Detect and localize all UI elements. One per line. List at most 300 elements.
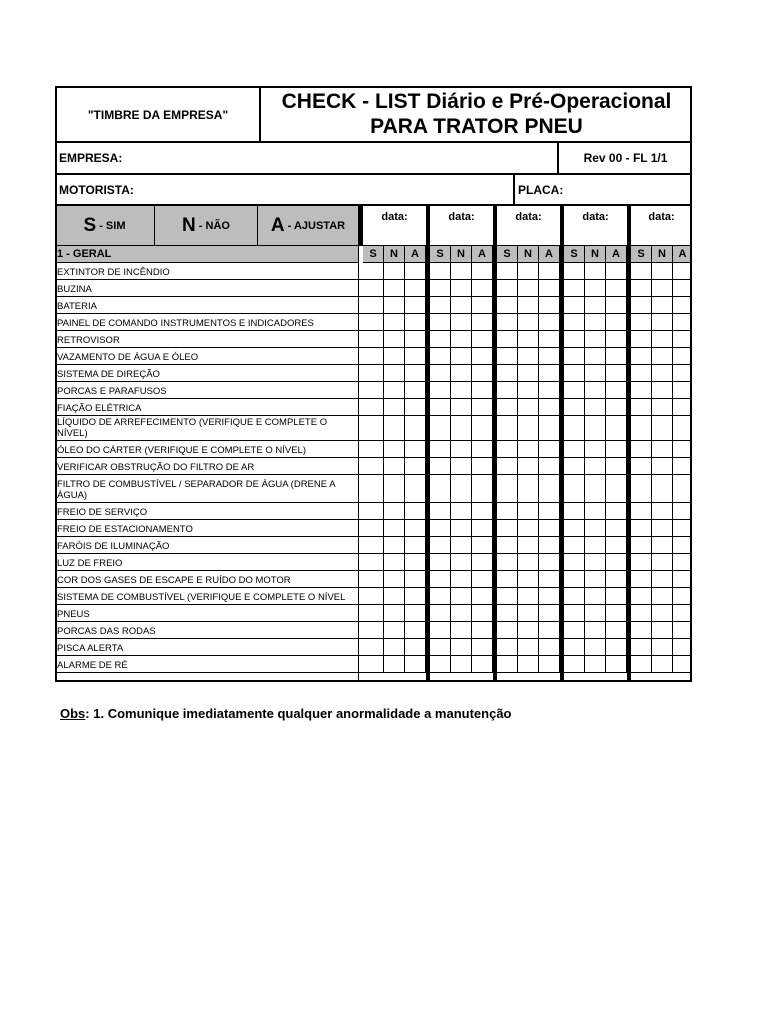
check-cell-a[interactable]: [606, 571, 627, 587]
check-cell-a[interactable]: [472, 280, 493, 296]
check-cell-s[interactable]: [631, 588, 652, 604]
check-cell-a[interactable]: [539, 331, 560, 347]
check-cell-s[interactable]: [363, 382, 384, 398]
check-cell-s[interactable]: [363, 571, 384, 587]
check-cell-a[interactable]: [405, 416, 426, 440]
check-cell-s[interactable]: [564, 605, 585, 621]
check-cell-s[interactable]: [564, 622, 585, 638]
check-cell-s[interactable]: [363, 441, 384, 457]
check-cell-a[interactable]: [472, 365, 493, 381]
check-cell-a[interactable]: [405, 605, 426, 621]
check-cell-a[interactable]: [539, 503, 560, 519]
check-cell-n[interactable]: [384, 520, 405, 536]
check-cell-n[interactable]: [518, 365, 539, 381]
check-cell-n[interactable]: [518, 656, 539, 672]
check-cell-a[interactable]: [472, 382, 493, 398]
check-cell-n[interactable]: [518, 416, 539, 440]
check-cell-s[interactable]: [631, 399, 652, 415]
check-cell-n[interactable]: [384, 503, 405, 519]
check-cell-s[interactable]: [631, 520, 652, 536]
check-cell-a[interactable]: [539, 588, 560, 604]
check-cell-s[interactable]: [363, 399, 384, 415]
check-cell-a[interactable]: [472, 331, 493, 347]
check-cell-a[interactable]: [606, 458, 627, 474]
check-cell-s[interactable]: [430, 280, 451, 296]
check-cell-a[interactable]: [539, 605, 560, 621]
check-cell-n[interactable]: [451, 605, 472, 621]
check-cell-s[interactable]: [430, 399, 451, 415]
check-cell-n[interactable]: [451, 416, 472, 440]
check-cell-n[interactable]: [585, 656, 606, 672]
check-cell-s[interactable]: [497, 297, 518, 313]
check-cell-s[interactable]: [497, 382, 518, 398]
check-cell-a[interactable]: [606, 554, 627, 570]
check-cell-n[interactable]: [384, 588, 405, 604]
check-cell-n[interactable]: [451, 622, 472, 638]
check-cell-a[interactable]: [606, 622, 627, 638]
check-cell-n[interactable]: [518, 297, 539, 313]
check-cell-n[interactable]: [585, 297, 606, 313]
check-cell-n[interactable]: [451, 554, 472, 570]
check-cell-a[interactable]: [405, 588, 426, 604]
check-cell-a[interactable]: [405, 458, 426, 474]
check-cell-a[interactable]: [405, 263, 426, 279]
check-cell-s[interactable]: [564, 348, 585, 364]
check-cell-a[interactable]: [539, 537, 560, 553]
check-cell-s[interactable]: [430, 503, 451, 519]
check-cell-s[interactable]: [430, 297, 451, 313]
check-cell-n[interactable]: [652, 554, 673, 570]
check-cell-n[interactable]: [518, 348, 539, 364]
check-cell-s[interactable]: [363, 537, 384, 553]
check-cell-n[interactable]: [451, 639, 472, 655]
check-cell-s[interactable]: [631, 382, 652, 398]
check-cell-a[interactable]: [606, 348, 627, 364]
check-cell-n[interactable]: [652, 331, 673, 347]
check-cell-s[interactable]: [497, 280, 518, 296]
check-cell-s[interactable]: [497, 475, 518, 502]
check-cell-s[interactable]: [564, 639, 585, 655]
check-cell-s[interactable]: [497, 554, 518, 570]
check-cell-s[interactable]: [631, 554, 652, 570]
check-cell-n[interactable]: [652, 441, 673, 457]
check-cell-s[interactable]: [564, 416, 585, 440]
check-cell-s[interactable]: [564, 554, 585, 570]
check-cell-s[interactable]: [430, 554, 451, 570]
check-cell-n[interactable]: [451, 656, 472, 672]
check-cell-n[interactable]: [585, 588, 606, 604]
check-cell-a[interactable]: [405, 537, 426, 553]
check-cell-s[interactable]: [363, 622, 384, 638]
check-cell-a[interactable]: [405, 399, 426, 415]
check-cell-a[interactable]: [405, 622, 426, 638]
check-cell-s[interactable]: [363, 458, 384, 474]
check-cell-n[interactable]: [585, 331, 606, 347]
check-cell-n[interactable]: [451, 503, 472, 519]
check-cell-n[interactable]: [384, 280, 405, 296]
check-cell-a[interactable]: [539, 441, 560, 457]
check-cell-n[interactable]: [585, 520, 606, 536]
check-cell-a[interactable]: [472, 475, 493, 502]
check-cell-a[interactable]: [472, 605, 493, 621]
check-cell-a[interactable]: [606, 503, 627, 519]
check-cell-a[interactable]: [405, 554, 426, 570]
check-cell-s[interactable]: [363, 554, 384, 570]
check-cell-a[interactable]: [472, 263, 493, 279]
date-field-2[interactable]: [426, 206, 493, 246]
date-field-4[interactable]: [560, 206, 627, 246]
check-cell-n[interactable]: [518, 382, 539, 398]
check-cell-a[interactable]: [472, 348, 493, 364]
check-cell-s[interactable]: [631, 571, 652, 587]
check-cell-n[interactable]: [384, 331, 405, 347]
check-cell-n[interactable]: [384, 656, 405, 672]
check-cell-n[interactable]: [652, 622, 673, 638]
check-cell-s[interactable]: [631, 475, 652, 502]
check-cell-a[interactable]: [472, 503, 493, 519]
check-cell-n[interactable]: [585, 537, 606, 553]
check-cell-a[interactable]: [472, 297, 493, 313]
check-cell-s[interactable]: [497, 416, 518, 440]
check-cell-n[interactable]: [652, 280, 673, 296]
check-cell-s[interactable]: [497, 331, 518, 347]
check-cell-s[interactable]: [564, 382, 585, 398]
check-cell-n[interactable]: [518, 520, 539, 536]
check-cell-n[interactable]: [652, 399, 673, 415]
check-cell-n[interactable]: [585, 314, 606, 330]
check-cell-n[interactable]: [652, 639, 673, 655]
check-cell-n[interactable]: [652, 297, 673, 313]
check-cell-n[interactable]: [585, 503, 606, 519]
check-cell-n[interactable]: [518, 475, 539, 502]
check-cell-a[interactable]: [539, 399, 560, 415]
check-cell-n[interactable]: [518, 639, 539, 655]
check-cell-a[interactable]: [472, 314, 493, 330]
check-cell-n[interactable]: [585, 622, 606, 638]
check-cell-a[interactable]: [539, 554, 560, 570]
check-cell-s[interactable]: [497, 537, 518, 553]
check-cell-n[interactable]: [384, 571, 405, 587]
check-cell-s[interactable]: [430, 475, 451, 502]
check-cell-n[interactable]: [384, 314, 405, 330]
check-cell-a[interactable]: [472, 520, 493, 536]
check-cell-s[interactable]: [631, 416, 652, 440]
check-cell-s[interactable]: [631, 622, 652, 638]
check-cell-s[interactable]: [430, 520, 451, 536]
check-cell-n[interactable]: [518, 399, 539, 415]
check-cell-a[interactable]: [405, 348, 426, 364]
check-cell-s[interactable]: [430, 263, 451, 279]
check-cell-n[interactable]: [585, 475, 606, 502]
check-cell-s[interactable]: [564, 656, 585, 672]
check-cell-s[interactable]: [430, 416, 451, 440]
check-cell-n[interactable]: [451, 441, 472, 457]
check-cell-n[interactable]: [518, 588, 539, 604]
check-cell-s[interactable]: [564, 458, 585, 474]
check-cell-n[interactable]: [451, 520, 472, 536]
check-cell-s[interactable]: [430, 588, 451, 604]
check-cell-a[interactable]: [405, 520, 426, 536]
check-cell-a[interactable]: [472, 639, 493, 655]
check-cell-n[interactable]: [585, 382, 606, 398]
check-cell-s[interactable]: [631, 605, 652, 621]
check-cell-s[interactable]: [564, 263, 585, 279]
check-cell-s[interactable]: [564, 280, 585, 296]
check-cell-n[interactable]: [585, 571, 606, 587]
check-cell-n[interactable]: [384, 297, 405, 313]
check-cell-a[interactable]: [405, 365, 426, 381]
check-cell-s[interactable]: [497, 520, 518, 536]
check-cell-a[interactable]: [405, 656, 426, 672]
check-cell-n[interactable]: [518, 537, 539, 553]
check-cell-n[interactable]: [518, 554, 539, 570]
check-cell-s[interactable]: [430, 571, 451, 587]
check-cell-n[interactable]: [384, 263, 405, 279]
check-cell-n[interactable]: [384, 622, 405, 638]
check-cell-n[interactable]: [585, 280, 606, 296]
check-cell-s[interactable]: [497, 503, 518, 519]
check-cell-a[interactable]: [472, 571, 493, 587]
check-cell-s[interactable]: [363, 656, 384, 672]
check-cell-s[interactable]: [430, 314, 451, 330]
check-cell-a[interactable]: [606, 537, 627, 553]
check-cell-n[interactable]: [451, 348, 472, 364]
check-cell-s[interactable]: [430, 622, 451, 638]
check-cell-n[interactable]: [384, 348, 405, 364]
check-cell-n[interactable]: [451, 365, 472, 381]
check-cell-a[interactable]: [606, 656, 627, 672]
check-cell-s[interactable]: [363, 297, 384, 313]
check-cell-a[interactable]: [606, 365, 627, 381]
check-cell-s[interactable]: [564, 571, 585, 587]
check-cell-a[interactable]: [472, 416, 493, 440]
check-cell-s[interactable]: [631, 537, 652, 553]
check-cell-s[interactable]: [363, 520, 384, 536]
check-cell-s[interactable]: [631, 314, 652, 330]
check-cell-n[interactable]: [451, 571, 472, 587]
check-cell-s[interactable]: [363, 314, 384, 330]
check-cell-s[interactable]: [497, 622, 518, 638]
check-cell-a[interactable]: [472, 588, 493, 604]
check-cell-a[interactable]: [606, 605, 627, 621]
check-cell-a[interactable]: [472, 441, 493, 457]
check-cell-s[interactable]: [430, 331, 451, 347]
check-cell-s[interactable]: [564, 475, 585, 502]
check-cell-a[interactable]: [539, 520, 560, 536]
check-cell-a[interactable]: [606, 520, 627, 536]
check-cell-s[interactable]: [564, 314, 585, 330]
check-cell-s[interactable]: [497, 441, 518, 457]
check-cell-a[interactable]: [472, 537, 493, 553]
check-cell-s[interactable]: [430, 365, 451, 381]
check-cell-n[interactable]: [518, 314, 539, 330]
check-cell-a[interactable]: [405, 475, 426, 502]
check-cell-n[interactable]: [384, 382, 405, 398]
check-cell-n[interactable]: [585, 348, 606, 364]
check-cell-a[interactable]: [539, 314, 560, 330]
check-cell-n[interactable]: [652, 588, 673, 604]
check-cell-a[interactable]: [539, 416, 560, 440]
check-cell-n[interactable]: [384, 475, 405, 502]
check-cell-s[interactable]: [497, 639, 518, 655]
check-cell-a[interactable]: [472, 458, 493, 474]
check-cell-s[interactable]: [564, 331, 585, 347]
check-cell-n[interactable]: [652, 503, 673, 519]
check-cell-a[interactable]: [539, 382, 560, 398]
check-cell-s[interactable]: [363, 475, 384, 502]
check-cell-n[interactable]: [451, 331, 472, 347]
check-cell-s[interactable]: [564, 588, 585, 604]
check-cell-s[interactable]: [631, 263, 652, 279]
check-cell-n[interactable]: [652, 365, 673, 381]
check-cell-n[interactable]: [451, 297, 472, 313]
check-cell-a[interactable]: [539, 348, 560, 364]
check-cell-s[interactable]: [363, 639, 384, 655]
check-cell-a[interactable]: [405, 441, 426, 457]
check-cell-n[interactable]: [652, 605, 673, 621]
check-cell-n[interactable]: [384, 605, 405, 621]
check-cell-n[interactable]: [451, 263, 472, 279]
check-cell-s[interactable]: [497, 458, 518, 474]
check-cell-n[interactable]: [451, 458, 472, 474]
check-cell-s[interactable]: [363, 365, 384, 381]
check-cell-n[interactable]: [451, 588, 472, 604]
date-field-1[interactable]: [359, 206, 426, 246]
check-cell-a[interactable]: [472, 656, 493, 672]
check-cell-s[interactable]: [497, 588, 518, 604]
check-cell-n[interactable]: [518, 458, 539, 474]
check-cell-n[interactable]: [451, 475, 472, 502]
check-cell-a[interactable]: [472, 554, 493, 570]
check-cell-s[interactable]: [497, 365, 518, 381]
check-cell-s[interactable]: [497, 656, 518, 672]
check-cell-s[interactable]: [564, 537, 585, 553]
check-cell-n[interactable]: [585, 263, 606, 279]
check-cell-a[interactable]: [539, 365, 560, 381]
check-cell-n[interactable]: [518, 263, 539, 279]
check-cell-s[interactable]: [631, 297, 652, 313]
check-cell-a[interactable]: [472, 622, 493, 638]
check-cell-s[interactable]: [631, 656, 652, 672]
check-cell-a[interactable]: [405, 382, 426, 398]
check-cell-s[interactable]: [564, 441, 585, 457]
check-cell-a[interactable]: [606, 314, 627, 330]
check-cell-n[interactable]: [652, 416, 673, 440]
check-cell-n[interactable]: [652, 263, 673, 279]
check-cell-n[interactable]: [585, 554, 606, 570]
check-cell-s[interactable]: [430, 382, 451, 398]
company-field[interactable]: EMPRESA:: [59, 151, 123, 165]
check-cell-a[interactable]: [539, 263, 560, 279]
check-cell-a[interactable]: [606, 416, 627, 440]
check-cell-s[interactable]: [497, 605, 518, 621]
date-field-3[interactable]: [493, 206, 560, 246]
check-cell-a[interactable]: [405, 331, 426, 347]
check-cell-s[interactable]: [430, 537, 451, 553]
check-cell-a[interactable]: [539, 571, 560, 587]
check-cell-n[interactable]: [451, 314, 472, 330]
check-cell-n[interactable]: [518, 571, 539, 587]
check-cell-s[interactable]: [631, 503, 652, 519]
check-cell-s[interactable]: [497, 348, 518, 364]
check-cell-s[interactable]: [430, 348, 451, 364]
check-cell-s[interactable]: [430, 441, 451, 457]
check-cell-a[interactable]: [606, 441, 627, 457]
check-cell-a[interactable]: [405, 503, 426, 519]
check-cell-s[interactable]: [430, 458, 451, 474]
check-cell-n[interactable]: [652, 571, 673, 587]
check-cell-n[interactable]: [585, 365, 606, 381]
check-cell-n[interactable]: [652, 520, 673, 536]
check-cell-a[interactable]: [405, 280, 426, 296]
check-cell-a[interactable]: [539, 458, 560, 474]
plate-field[interactable]: PLACA:: [518, 183, 564, 197]
check-cell-s[interactable]: [564, 297, 585, 313]
check-cell-n[interactable]: [652, 348, 673, 364]
check-cell-s[interactable]: [631, 458, 652, 474]
check-cell-n[interactable]: [652, 382, 673, 398]
check-cell-s[interactable]: [363, 605, 384, 621]
check-cell-n[interactable]: [384, 399, 405, 415]
check-cell-s[interactable]: [564, 503, 585, 519]
check-cell-n[interactable]: [518, 622, 539, 638]
check-cell-n[interactable]: [652, 458, 673, 474]
check-cell-a[interactable]: [606, 639, 627, 655]
check-cell-n[interactable]: [451, 382, 472, 398]
check-cell-a[interactable]: [606, 331, 627, 347]
check-cell-a[interactable]: [539, 639, 560, 655]
check-cell-s[interactable]: [497, 399, 518, 415]
check-cell-a[interactable]: [405, 571, 426, 587]
check-cell-n[interactable]: [585, 441, 606, 457]
check-cell-n[interactable]: [518, 503, 539, 519]
check-cell-n[interactable]: [384, 365, 405, 381]
check-cell-s[interactable]: [497, 314, 518, 330]
check-cell-a[interactable]: [539, 280, 560, 296]
check-cell-a[interactable]: [539, 297, 560, 313]
driver-field[interactable]: MOTORISTA:: [59, 183, 134, 197]
check-cell-a[interactable]: [606, 382, 627, 398]
check-cell-a[interactable]: [606, 475, 627, 502]
check-cell-s[interactable]: [363, 348, 384, 364]
check-cell-s[interactable]: [564, 365, 585, 381]
check-cell-s[interactable]: [363, 280, 384, 296]
check-cell-a[interactable]: [405, 314, 426, 330]
check-cell-s[interactable]: [564, 520, 585, 536]
check-cell-a[interactable]: [606, 399, 627, 415]
check-cell-a[interactable]: [472, 399, 493, 415]
check-cell-n[interactable]: [585, 605, 606, 621]
check-cell-s[interactable]: [363, 416, 384, 440]
check-cell-s[interactable]: [363, 263, 384, 279]
check-cell-n[interactable]: [518, 441, 539, 457]
check-cell-s[interactable]: [497, 571, 518, 587]
check-cell-s[interactable]: [631, 280, 652, 296]
check-cell-n[interactable]: [451, 537, 472, 553]
check-cell-a[interactable]: [606, 588, 627, 604]
check-cell-n[interactable]: [585, 399, 606, 415]
check-cell-n[interactable]: [384, 537, 405, 553]
check-cell-n[interactable]: [384, 639, 405, 655]
check-cell-a[interactable]: [606, 280, 627, 296]
check-cell-a[interactable]: [539, 622, 560, 638]
check-cell-s[interactable]: [430, 639, 451, 655]
check-cell-a[interactable]: [405, 297, 426, 313]
check-cell-s[interactable]: [631, 441, 652, 457]
check-cell-n[interactable]: [384, 441, 405, 457]
check-cell-n[interactable]: [585, 416, 606, 440]
check-cell-s[interactable]: [430, 656, 451, 672]
